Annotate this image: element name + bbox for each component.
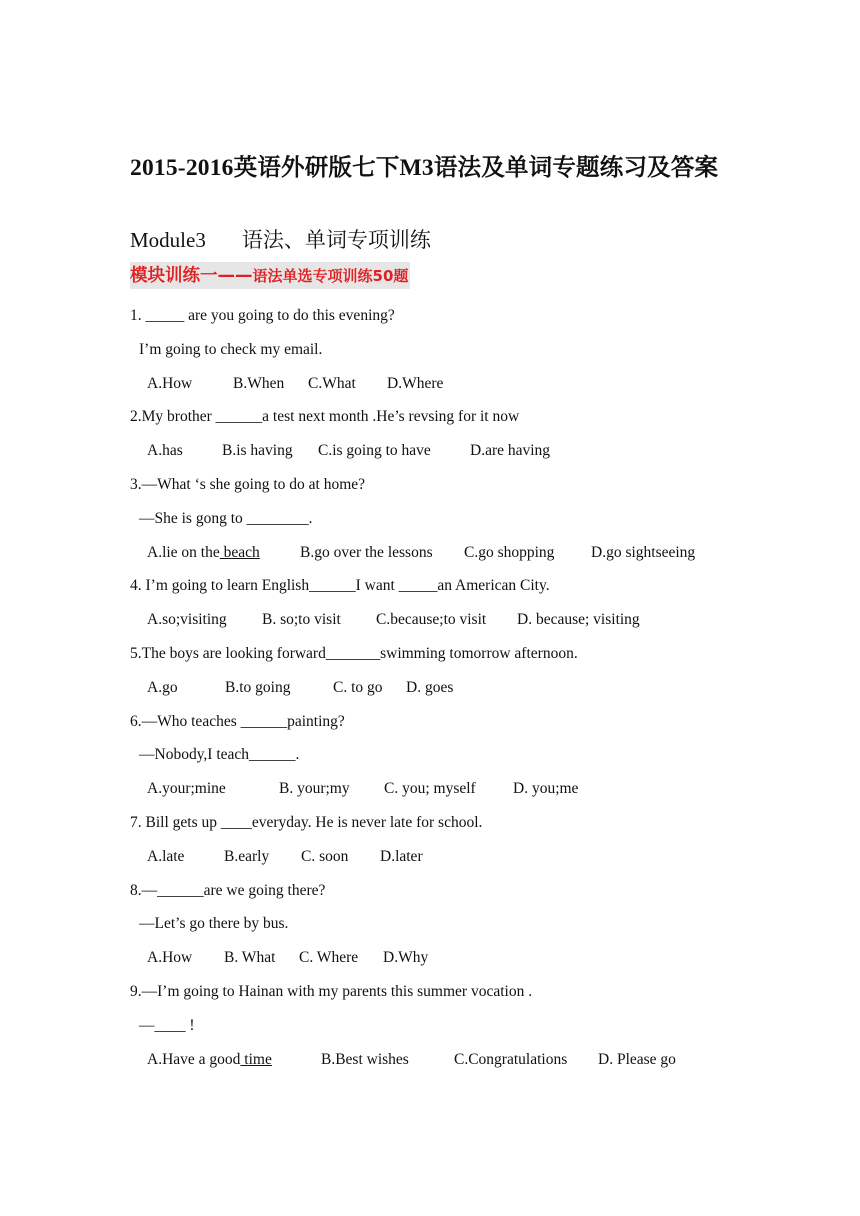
option-a: A.late: [147, 847, 185, 865]
option-a: A.How: [147, 374, 193, 392]
module-label: Module3: [130, 228, 206, 252]
section-heading-main: 模块训练一——: [130, 266, 253, 286]
option-c: C.What: [308, 374, 356, 392]
question-list: [130, 304, 830, 1081]
option-d: D.go sightseeing: [591, 543, 696, 561]
option-c: C.is going to have: [318, 442, 431, 460]
question-7-text: 7. Bill gets up ____everyday. He is never late for school.: [130, 813, 483, 831]
option-c: C. Where: [299, 949, 359, 967]
option-c: C. to go: [333, 678, 383, 696]
module-title: [130, 224, 431, 254]
document-title: 2015-2016英语外研版七下M3语法及单词专题练习及答案: [130, 155, 719, 181]
section-heading: [130, 262, 410, 289]
question-4-options: [130, 608, 830, 642]
option-d: D. Please go: [598, 1050, 676, 1068]
option-b: B.is having: [222, 442, 293, 460]
question-3-options: [130, 541, 830, 575]
option-b: B. your;my: [279, 780, 350, 798]
option-b: B.When: [233, 374, 285, 392]
question-6-text: 6.—Who teaches ______painting?: [130, 712, 345, 730]
question-9-text: 9.—I’m going to Hainan with my parents this summer vocation .: [130, 982, 533, 1000]
question-9-reply: —____ !: [139, 1016, 195, 1034]
question-3-text: 3.—What ‘s she going to do at home?: [130, 475, 366, 493]
question-8-options: [130, 946, 830, 980]
option-d: D.Where: [387, 374, 444, 392]
option-c: C.Congratulations: [454, 1050, 568, 1068]
question-2-text: 2.My brother ______a test next month .He’s revsing for it now: [130, 408, 520, 426]
question-1-options: [130, 372, 830, 406]
question-8-text: 8.—______are we going there?: [130, 881, 326, 899]
option-a: A.your;mine: [147, 780, 226, 798]
option-d: D. because; visiting: [517, 611, 640, 629]
section-heading-sub: 语法单选专项训练50题: [252, 267, 409, 285]
option-a: A.has: [147, 442, 183, 460]
question-8-reply: —Let’s go there by bus.: [139, 915, 289, 933]
option-a: A.lie on the beach: [147, 543, 260, 561]
option-c: C. soon: [301, 847, 349, 865]
option-a: A.so;visiting: [147, 611, 227, 629]
question-3-reply: —She is gong to ________.: [139, 509, 313, 527]
option-b: B.Best wishes: [321, 1050, 409, 1068]
option-d: D.Why: [383, 949, 429, 967]
option-b: B. so;to visit: [262, 611, 341, 629]
question-5-options: [130, 676, 830, 710]
option-a: A.Have a good time: [147, 1050, 272, 1068]
question-7-options: [130, 845, 830, 879]
option-b: B.to going: [225, 678, 291, 696]
option-b: B.early: [224, 847, 270, 865]
question-1-text: 1. _____ are you going to do this evening?: [130, 307, 395, 324]
question-9-options: [130, 1048, 830, 1082]
question-5-text: 5.The boys are looking forward_______swimming tomorrow afternoon.: [130, 644, 578, 662]
question-2-options: [130, 439, 830, 473]
option-a: A.How: [147, 949, 193, 967]
option-c: C.go shopping: [464, 543, 555, 561]
module-subtitle: 语法、单词专项训练: [241, 228, 431, 252]
question-1-reply: I’m going to check my email.: [139, 340, 323, 358]
question-4-text: 4. I’m going to learn English______I want _____an American City.: [130, 577, 550, 595]
option-c: C.because;to visit: [376, 611, 487, 629]
option-d: D. you;me: [513, 780, 579, 798]
option-a: A.go: [147, 678, 178, 696]
question-6-reply: —Nobody,I teach______.: [139, 746, 300, 764]
option-d: D.are having: [470, 442, 551, 460]
option-b: B.go over the lessons: [300, 543, 433, 561]
option-d: D.later: [380, 847, 423, 865]
option-b: B. What: [224, 949, 276, 967]
option-d: D. goes: [406, 678, 454, 696]
question-6-options: [130, 777, 830, 811]
option-c: C. you; myself: [384, 780, 476, 798]
